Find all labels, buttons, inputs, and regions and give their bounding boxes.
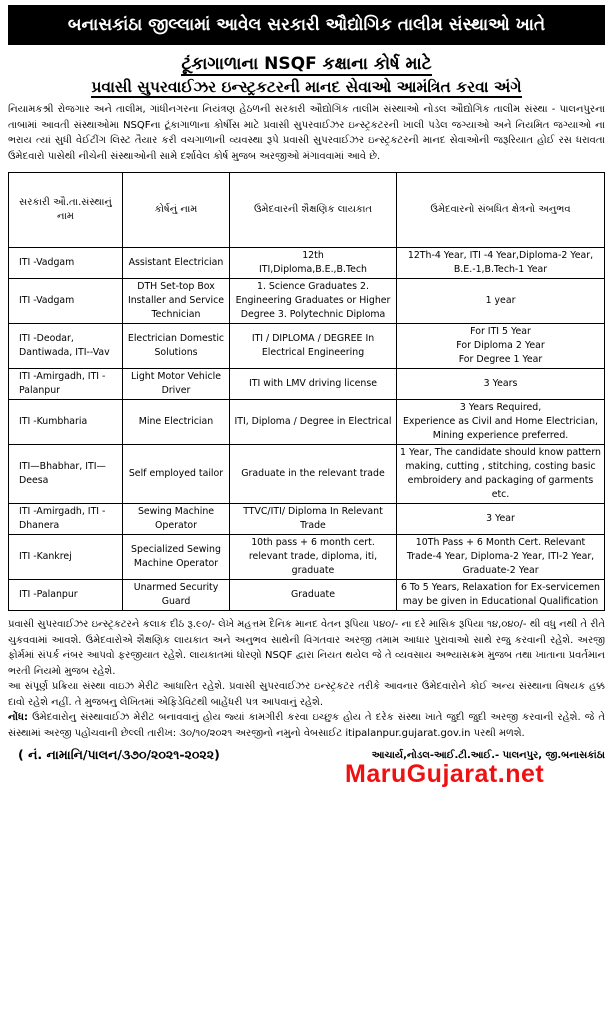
cell-qualification: 12th ITI,Diploma,B.E.,B.Tech: [230, 248, 397, 279]
table-row: [9, 580, 605, 611]
subtitle-invitation: પ્રવાસી સુપરવાઈઝર ઇન્સ્ટ્રકટરની માનદ સેવાઓ આમંત્રિત કરવા અંગે: [91, 78, 522, 96]
cell-iti: ITI -Kankrej: [9, 535, 123, 580]
cell-qualification: ITI / DIPLOMA / DEGREE In Electrical Engineering: [230, 324, 397, 369]
cell-course: Assistant Electrician: [123, 248, 230, 279]
table-row: [9, 400, 605, 445]
signatory: આચાર્ય,નોડલ-આઈ.ટી.આઈ.- પાલનપુર, જી.બનાસકાંઠા: [371, 749, 605, 761]
table-row: [9, 445, 605, 504]
table-row: [9, 324, 605, 369]
cell-experience: 6 To 5 Years, Relaxation for Ex-servicemen may be given in Educational Qualification: [397, 580, 605, 611]
course-table: [8, 172, 605, 611]
cell-iti: ITI -Palanpur: [9, 580, 123, 611]
note-label: નોંધ:: [8, 712, 28, 723]
table-row: [9, 369, 605, 400]
cell-iti: ITI -Kumbharia: [9, 400, 123, 445]
subtitle-course: ટૂંકાગાળાના NSQF કક્ષાના કોર્ષ માટે: [181, 54, 432, 74]
cell-course: DTH Set-top Box Installer and Service Technician: [123, 279, 230, 324]
cell-experience: 3 Years Required, Experience as Civil and Home Electrician, Mining experience preferred.: [397, 400, 605, 445]
footer-pay-paragraph: પ્રવાસી સુપરવાઈઝર ઇન્સ્ટ્રકટરને કલાક દીઠ રૂ.૯૦/- લેખે મહત્તમ દૈનિક માનદ વેતન રૂપિયા ૫૪૦/- ના દરે માસિક રૂપિયા ૧૪,૦૪૦/- થી વધુ નથી તે રીતે ચુકવવામાં આવશે. ઉમેદવારોએ શૈક્ષણિક લાયકાત અને અનુભવ સાથેની વિગતવાર અરજી તમામ આધાર પુરાવાઓ સાથે રજુ કરવાની રહેશે. અરજી ફોર્મમાં સંપર્ક નંબર આપવો ફરજીયાત રહેશે. લાયકાતમાં ધોરણો NSQF દ્વારા નિયત થયેલ જે તે વ્યવસાય અભ્યાસક્રમ મુજબ તથા ખાતાના પ્રવર્તમાન ભરતી નિયમો મુજબ રહેશે.: [8, 619, 605, 677]
table-row: [9, 279, 605, 324]
cell-course: Unarmed Security Guard: [123, 580, 230, 611]
cell-qualification: Graduate in the relevant trade: [230, 445, 397, 504]
watermark-logo: MaruGujarat.net: [345, 760, 545, 788]
cell-iti: ITI—Bhabhar, ITI—Deesa: [9, 445, 123, 504]
footer-terms: [8, 617, 605, 741]
cell-qualification: 10th pass + 6 month cert. relevant trade, diploma, iti, graduate: [230, 535, 397, 580]
footer-note: [8, 710, 605, 741]
header-qualification: ઉમેદવારની શૈક્ષણિક લાયકાત: [230, 173, 397, 248]
cell-iti: ITI -Deodar, Dantiwada, ITI--Vav: [9, 324, 123, 369]
cell-qualification: TTVC/ITI/ Diploma In Relevant Trade: [230, 504, 397, 535]
note-text: ઉમેદવારોનુ સંસ્થાવાઈઝ મેરીટ બનાવવાનું હોય જ્યાં કામગીરી કરવા ઇચ્છુક હોય તે દરેક સંસ્થા ખાતે જુદી જુદી અરજી કરવાની રહેશે. જે તે સંસ્થામાં અરજી પહોંચવાની છેલ્લી તારીખ: ૩૦/૧૦/૨૦૨૧ અરજીનો નમુનો વેબસાઈટ itipalanpur.gujarat.gov.in પરથી મળશે.: [8, 712, 605, 739]
cell-course: Electrician Domestic Solutions: [123, 324, 230, 369]
header-experience: ઉમેદવારનો સંબધિત ક્ષેત્રનો અનુભવ: [397, 173, 605, 248]
cell-experience: For ITI 5 Year For Diploma 2 Year For Degree 1 Year: [397, 324, 605, 369]
cell-course: Mine Electrician: [123, 400, 230, 445]
table-row: [9, 248, 605, 279]
cell-course: Sewing Machine Operator: [123, 504, 230, 535]
cell-experience: 10Th Pass + 6 Month Cert. Relevant Trade-4 Year, Diploma-2 Year, ITI-2 Year, Graduate-2 Year: [397, 535, 605, 580]
banner-heading: બનાસકાંઠા જીલ્લામાં આવેલ સરકારી ઔદ્યોગિક તાલીમ સંસ્થાઓ ખાતે: [8, 5, 605, 45]
header-course: કોર્ષનું નામ: [123, 173, 230, 248]
cell-course: Light Motor Vehicle Driver: [123, 369, 230, 400]
cell-course: Self employed tailor: [123, 445, 230, 504]
cell-experience: 3 Years: [397, 369, 605, 400]
cell-experience: 1 Year, The candidate should know pattern making, cutting , stitching, costing basic embroidery and packaging of garments etc.: [397, 445, 605, 504]
table-row: [9, 535, 605, 580]
cell-qualification: ITI with LMV driving license: [230, 369, 397, 400]
cell-qualification: 1. Science Graduates 2. Engineering Graduates or Higher Degree 3. Polytechnic Diploma: [230, 279, 397, 324]
table-row: [9, 504, 605, 535]
cell-iti: ITI -Amirgadh, ITI -Palanpur: [9, 369, 123, 400]
cell-iti: ITI -Amirgadh, ITI -Dhanera: [9, 504, 123, 535]
table-header-row: [9, 173, 605, 248]
footer-merit-paragraph: આ સંપૂર્ણ પ્રક્રિયા સંસ્થા વાઇઝ મેરીટ આધારિત રહેશે. પ્રવાસી સુપરવાઈઝર ઇન્સ્ટ્રકટર તરીકે આવનાર ઉમેદવારોને કોઈ અન્ય સંસ્થાના વિષયક હક્ક દાવો રહેશે નહીં. તે મુજબનુ લેખિતમાં એફિડેવિટથી બાહેંધરી પત્ર આપવાનું રહેશે.: [8, 681, 605, 708]
cell-experience: 1 year: [397, 279, 605, 324]
reference-number: ( નં. નામાનિ/પાલન/૩૭૦/૨૦૨૧-૨૦૨૨): [18, 747, 220, 762]
cell-experience: 12Th-4 Year, ITI -4 Year,Diploma-2 Year, B.E.-1,B.Tech-1 Year: [397, 248, 605, 279]
cell-qualification: ITI, Diploma / Degree in Electrical: [230, 400, 397, 445]
intro-paragraph: નિયામકશ્રી રોજગાર અને તાલીમ, ગાંધીનગરના નિયંત્રણ હેઠળની સરકારી ઔદ્યોગિક તાલીમ સંસ્થાઓ નોડલ ઔદ્યોગિક તાલીમ સંસ્થા - પાલનપુરના તાબામાં આવતી સંસ્થાઓમા NSQFના ટૂંકાગાળાના કોર્ષીસ માટે પ્રવાસી સુપરવાઈઝર ઇન્સ્ટ્રકટરની ખાલી પડેલ જગ્યાઓ અને નિયમિત જગ્યાઓ ના ભરાય ત્યાં સુધી વેઈટીંગ લિસ્ટ તૈયાર કરી વચગાળાની વ્યવસ્થા રૂપે પ્રવાસી સુપરવાઈઝર ઇન્સ્ટ્રકટરની માનદ સેવાઓની જરૂરિયાત હોઈ રસ ધરાવતા ઉમેદવારો પાસેથી નીચેની સંસ્થાઓની સામે દર્શાવેલ કોર્ષ મુજબ અરજીઓ મંગાવવામાં આવે છે.: [8, 104, 605, 162]
cell-iti: ITI -Vadgam: [9, 279, 123, 324]
cell-qualification: Graduate: [230, 580, 397, 611]
header-iti: સરકારી ઔ.તા.સંસ્થાનું નામ: [9, 173, 123, 248]
cell-experience: 3 Year: [397, 504, 605, 535]
cell-iti: ITI -Vadgam: [9, 248, 123, 279]
cell-course: Specialized Sewing Machine Operator: [123, 535, 230, 580]
